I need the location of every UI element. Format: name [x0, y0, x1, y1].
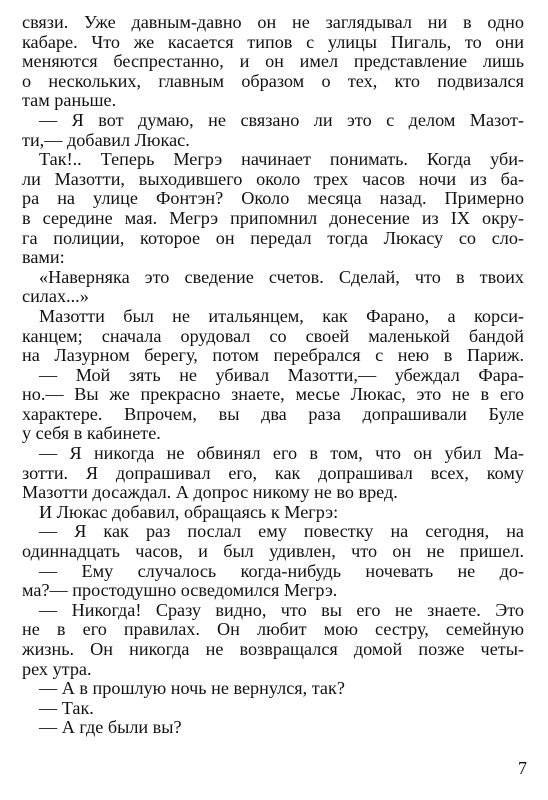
text-line: у себя в кабинете. — [22, 423, 161, 444]
text-line: не в его правилах. Он любит мою сестру, семейную — [22, 619, 524, 640]
body-text — [22, 13, 524, 738]
text-line: И Люкас добавил, обращаясь к Мегрэ: — [39, 501, 339, 522]
text-line: связи. Уже давным-давно он не заглядывал ни в одно — [22, 12, 524, 32]
text-line: — Ему случалось когда-нибудь ночевать не до- — [39, 560, 524, 581]
text-line: ма?— простодушно осведомился Мегрэ. — [22, 580, 338, 601]
text-line: га полиции, которое он передал тогда Люкасу со сло- — [22, 227, 524, 248]
text-line: вами: — [22, 247, 65, 268]
text-line: кабаре. Что же касается типов с улицы Пигаль, то они — [22, 31, 524, 52]
text-line: там раньше. — [22, 90, 117, 111]
text-line: ра на улице Фонтэн? Около месяца назад. Примерно — [22, 188, 524, 209]
text-line: характере. Впрочем, вы два раза допрашивали Буле — [22, 403, 524, 424]
text-line: — Мой зять не убивал Мазотти,— убеждал Фара- — [39, 364, 524, 385]
text-line: жизнь. Он никогда не возвращался домой позже четы- — [22, 639, 524, 659]
text-line: в середине мая. Мегрэ припомнил донесение из IX окру- — [22, 207, 524, 228]
text-line: Мазотти досаждал. А допрос никому не во вред. — [22, 482, 398, 503]
text-line: зотти. Я допрашивал его, как допрашивал всех, кому — [22, 462, 524, 483]
text-line: — А где были вы? — [39, 717, 182, 738]
text-line: «Наверняка это сведение счетов. Сделай, что в твоих — [39, 266, 524, 287]
text-line: силах...» — [22, 286, 89, 307]
text-line: канцем; сначала орудовал со своей маленькой бандой — [22, 325, 524, 346]
text-line: одиннадцать часов, и был удивлен, что он не пришел. — [22, 541, 524, 562]
page-number: 7 — [518, 758, 527, 778]
text-line: — Так. — [39, 697, 94, 718]
text-line: о нескольких, главным образом о тех, кто подвизался — [22, 70, 524, 91]
text-line: но.— Вы же прекрасно знаете, месье Люкас, это не в его — [22, 384, 524, 405]
text-line: на Лазурном берегу, потом перебрался с нею в Париж. — [22, 345, 524, 366]
text-line: — Я как раз послал ему повестку на сегодня, на — [39, 521, 524, 542]
text-line: ли Мазотти, выходившего около трех часов ночи из ба- — [22, 168, 524, 189]
text-line: Мазотти был не итальянцем, как Фарано, а корси- — [39, 305, 524, 326]
text-line: ти,— добавил Люкас. — [22, 129, 190, 150]
text-line: — А в прошлую ночь не вернулся, так? — [39, 678, 345, 699]
text-line: — Я вот думаю, не связано ли это с делом Мазот- — [39, 109, 524, 130]
text-line: — Никогда! Сразу видно, что вы его не знаете. Это — [39, 599, 524, 620]
text-line: — Я никогда не обвинял его в том, что он убил Ма- — [39, 443, 524, 464]
text-line: Так!.. Теперь Мегрэ начинает понимать. Когда уби- — [39, 149, 524, 170]
text-line: рех утра. — [22, 658, 92, 679]
text-line: меняются беспрестанно, и он имел представление лишь — [22, 51, 524, 72]
